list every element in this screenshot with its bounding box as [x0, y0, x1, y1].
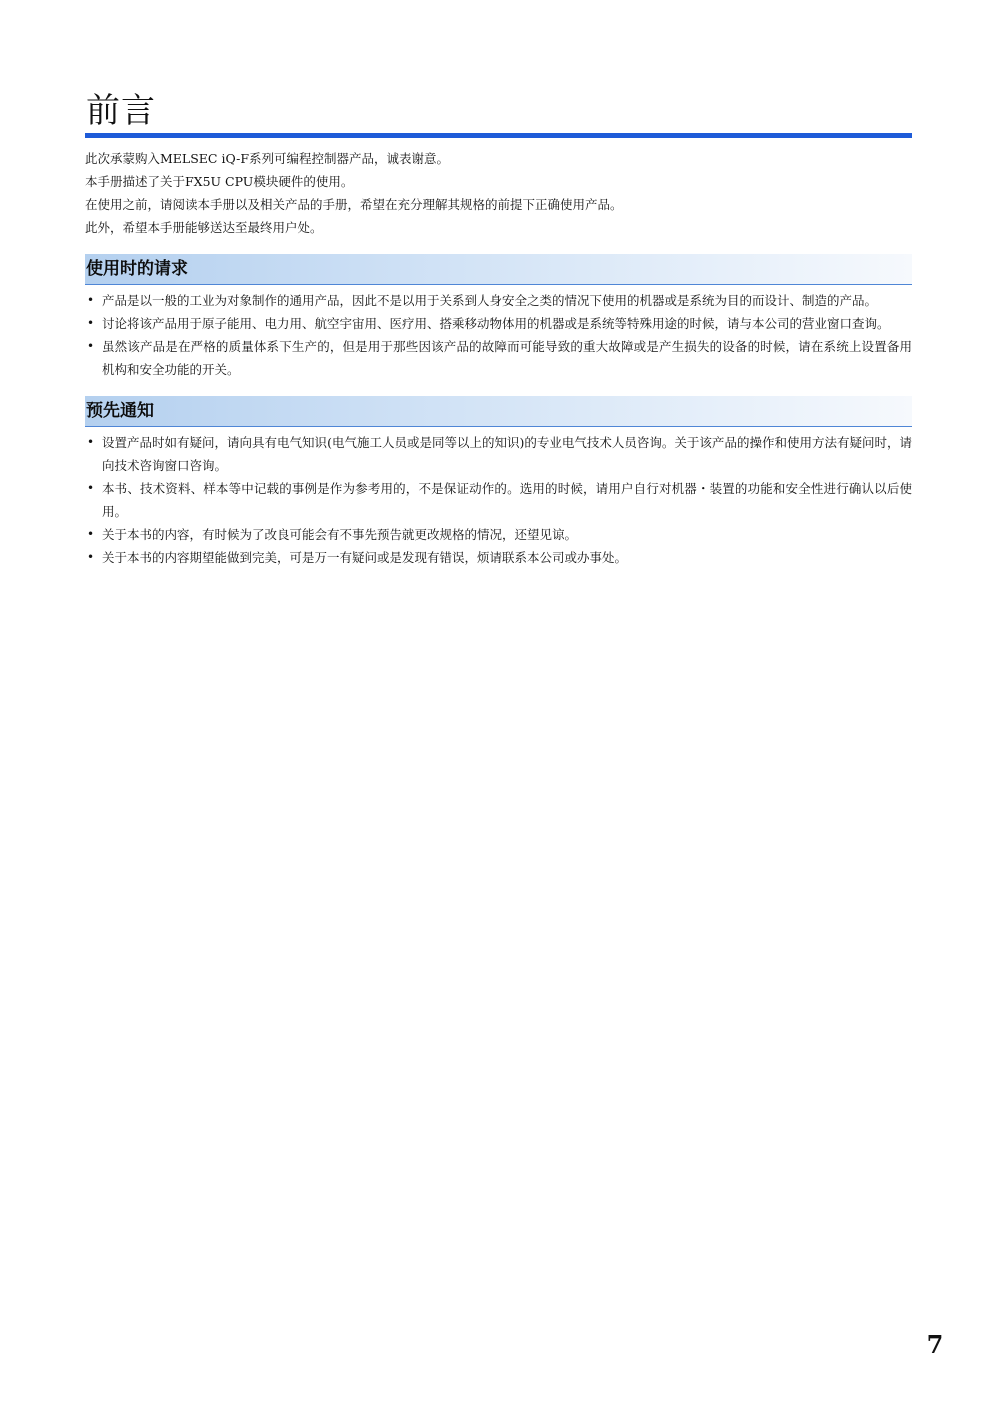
- intro-paragraphs: [85, 147, 912, 239]
- list-item-text: 产品是以一般的工业为对象制作的通用产品，因此不是以用于关系到人身安全之类的情况下使用的机器或是系统为目的而设计、制造的产品。: [102, 293, 878, 308]
- list-item-text: 设置产品时如有疑问，请向具有电气知识(电气施工人员或是同等以上的知识)的专业电气技术人员咨询。关于该产品的操作和使用方法有疑问时，请向技术咨询窗口咨询。: [102, 435, 912, 473]
- intro-line: 此外，希望本手册能够送达至最终用户处。: [85, 220, 323, 235]
- bullet-icon: •: [87, 527, 95, 541]
- list-item-text: 虽然该产品是在严格的质量体系下生产的，但是用于那些因该产品的故障而可能导致的重大故障或是产生损失的设备的时候，请在系统上设置备用机构和安全功能的开关。: [102, 339, 912, 377]
- intro-line: 本手册描述了关于FX5U CPU模块硬件的使用。: [85, 174, 354, 189]
- title-rule: [85, 133, 912, 138]
- list-item: [85, 312, 912, 335]
- bullet-list: [85, 289, 912, 381]
- list-item: [85, 523, 912, 546]
- page-title: 前言: [86, 91, 156, 131]
- bullet-icon: •: [87, 481, 95, 495]
- list-item: [85, 335, 912, 381]
- list-item: [85, 477, 912, 523]
- list-item-text: 关于本书的内容，有时候为了改良可能会有不事先预告就更改规格的情况，还望见谅。: [102, 527, 578, 542]
- list-item-text: 本书、技术资料、样本等中记载的事例是作为参考用的，不是保证动作的。选用的时候，请用户自行对机器・装置的功能和安全性进行确认以后使用。: [102, 481, 912, 519]
- list-item: [85, 431, 912, 477]
- bullet-icon: •: [87, 339, 95, 353]
- list-item: [85, 289, 912, 312]
- bullet-icon: •: [87, 435, 95, 449]
- section-advance-notice: [85, 396, 912, 569]
- list-item-text: 关于本书的内容期望能做到完美，可是万一有疑问或是发现有错误，烦请联系本公司或办事处。: [102, 550, 628, 565]
- bullet-list: [85, 431, 912, 569]
- list-item-text: 讨论将该产品用于原子能用、电力用、航空宇宙用、医疗用、搭乘移动物体用的机器或是系统等特殊用途的时候，请与本公司的营业窗口查询。: [102, 316, 890, 331]
- page-number: 7: [926, 1330, 944, 1359]
- section-heading: 使用时的请求: [85, 254, 912, 285]
- section-heading: 预先通知: [85, 396, 912, 427]
- bullet-icon: •: [87, 550, 95, 564]
- page-content: [85, 90, 912, 569]
- bullet-icon: •: [87, 316, 95, 330]
- intro-line: 在使用之前，请阅读本手册以及相关产品的手册，希望在充分理解其规格的前提下正确使用产品。: [85, 197, 623, 212]
- section-usage-requests: [85, 254, 912, 381]
- bullet-icon: •: [87, 293, 95, 307]
- intro-line: 此次承蒙购入MELSEC iQ-F系列可编程控制器产品，诚表谢意。: [85, 151, 450, 166]
- list-item: [85, 546, 912, 569]
